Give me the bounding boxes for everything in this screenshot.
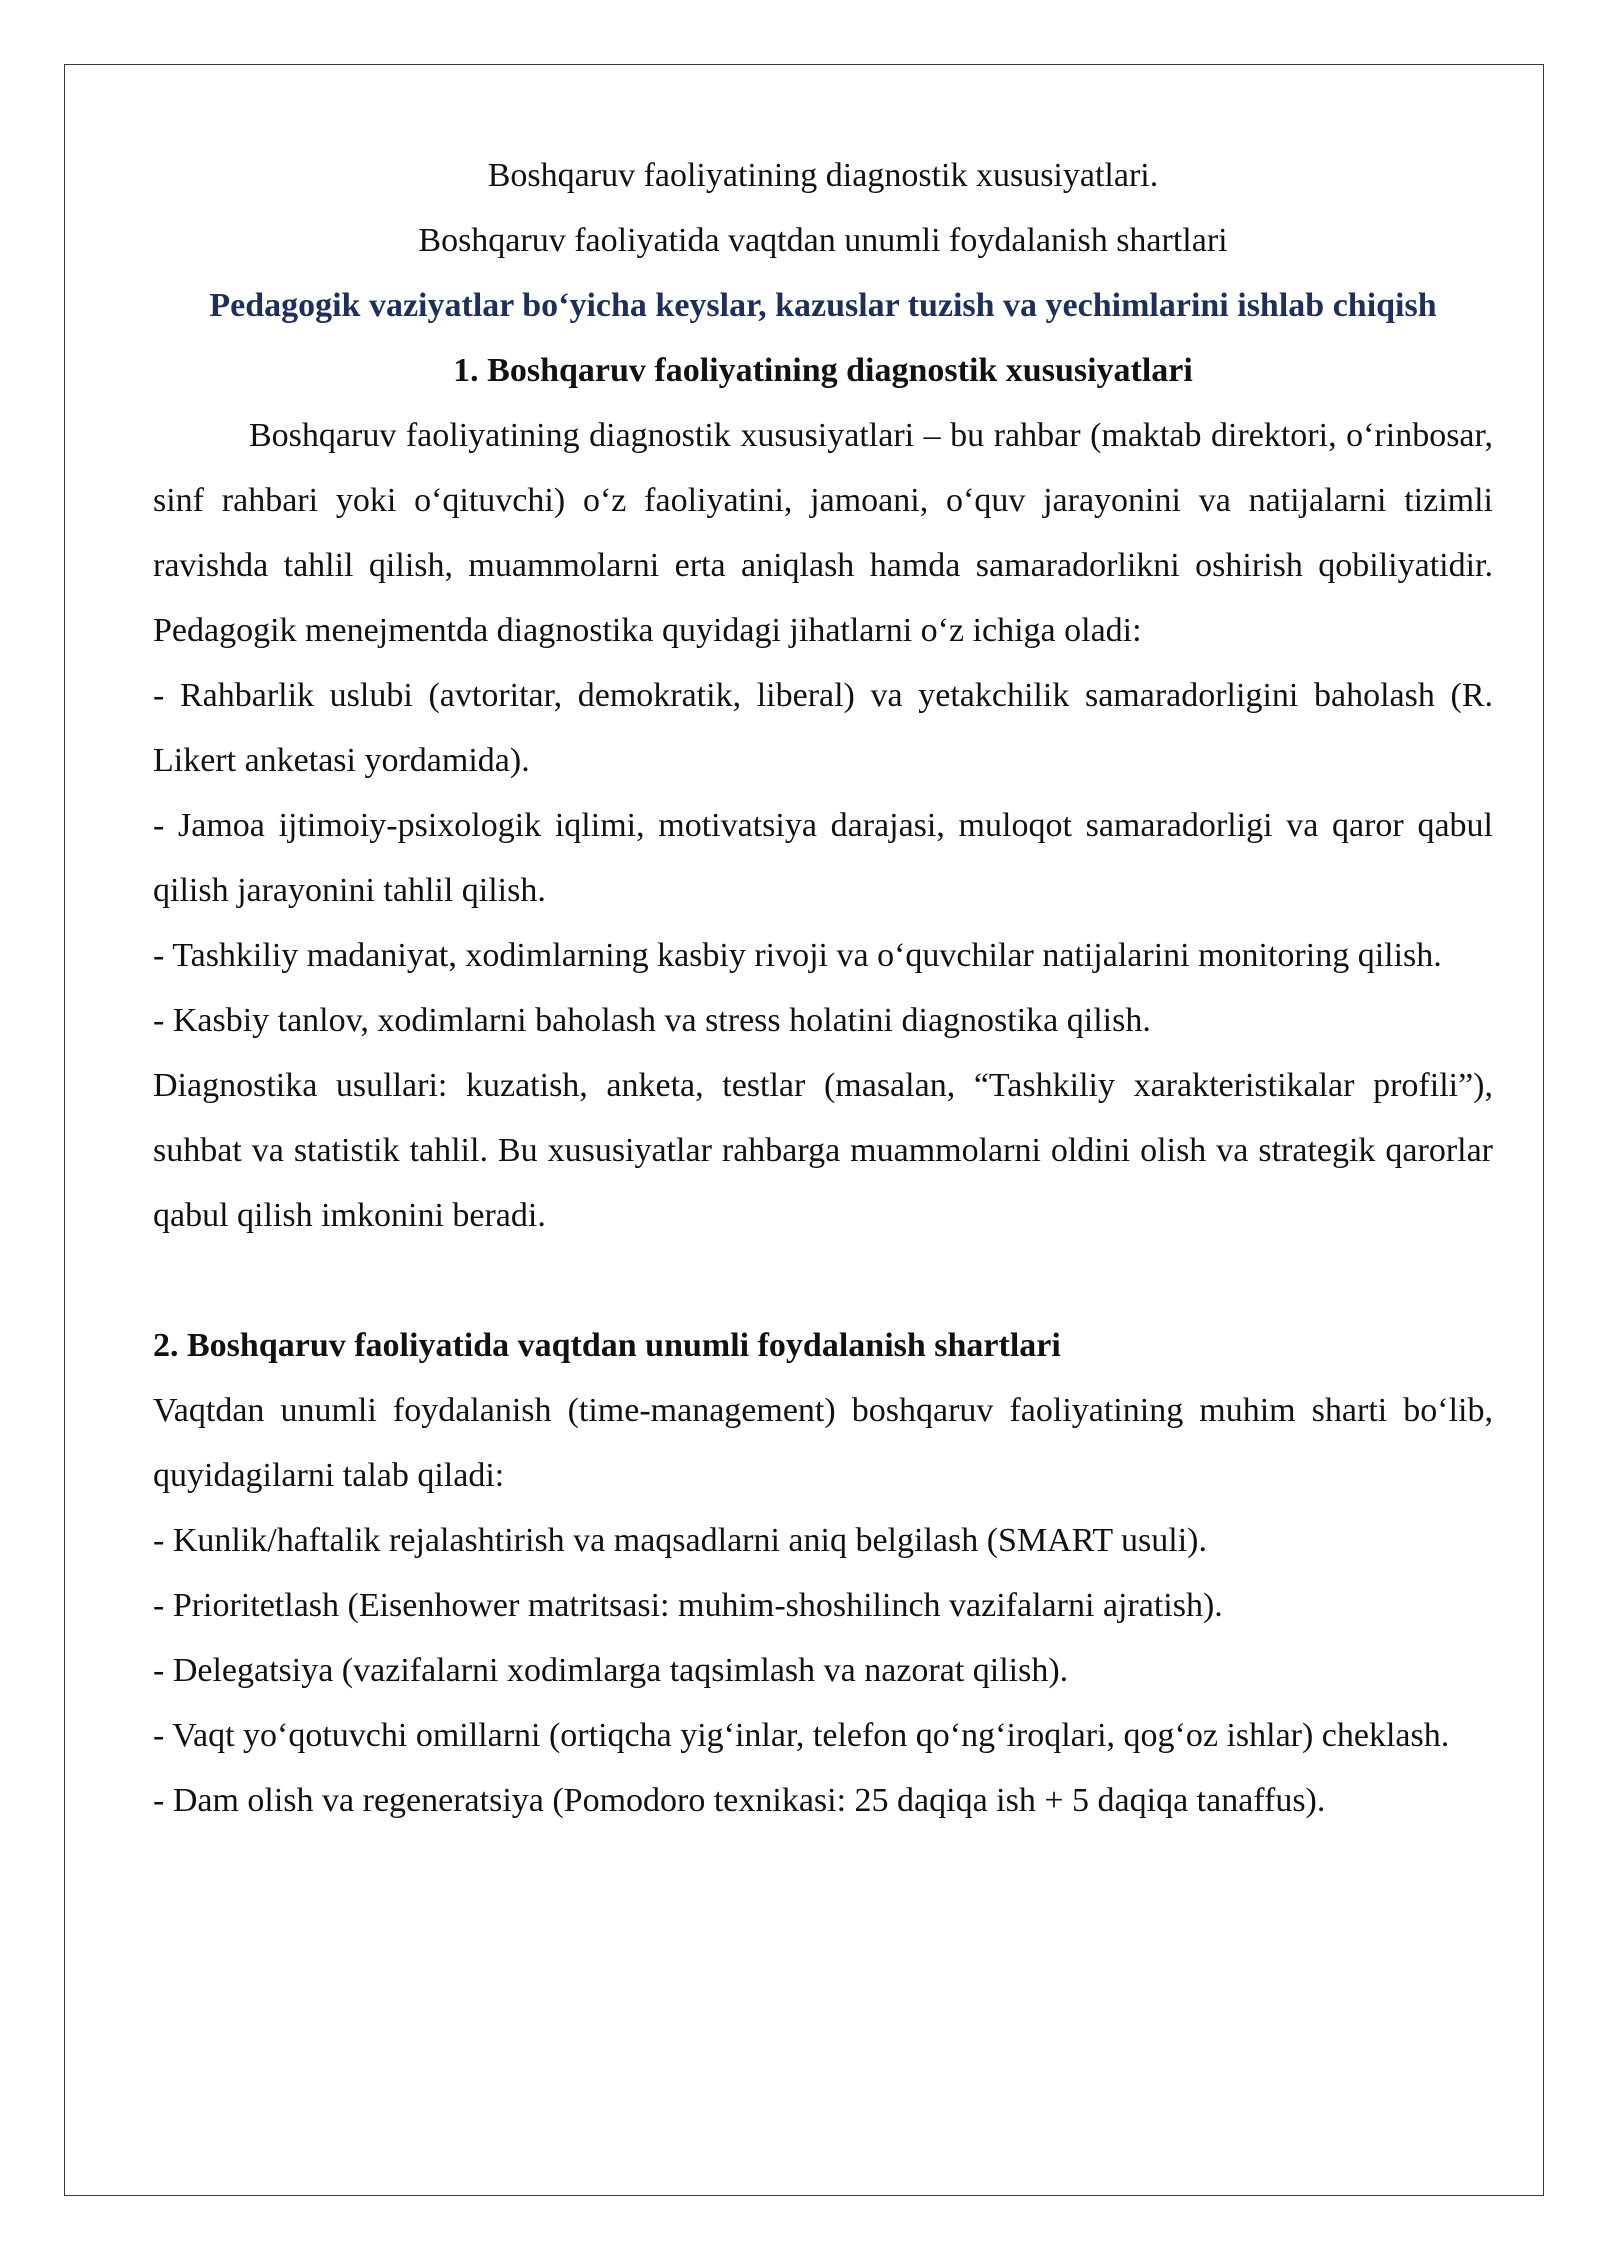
subtitle: Pedagogik vaziyatlar bo‘yicha keyslar, kazuslar tuzish va yechimlarini ishlab chiqish bbox=[209, 287, 1437, 324]
section-1-item-4: - Kasbiy tanlov, xodimlarni baholash va stress holatini diagnostika qilish. bbox=[153, 1002, 1151, 1039]
section-1-item-1: - Rahbarlik uslubi (avtoritar, demokratik, liberal) va yetakchilik samaradorligini baholash (R. Likert anketasi yordamida). bbox=[153, 677, 1493, 779]
section-1-item-3: - Tashkiliy madaniyat, xodimlarning kasbiy rivoji va o‘quvchilar natijalarini monitoring qilish. bbox=[153, 937, 1442, 974]
document-body bbox=[153, 143, 1493, 1833]
section-1-closing: Diagnostika usullari: kuzatish, anketa, testlar (masalan, “Tashkiliy xarakteristikalar profili”), suhbat va statistik tahlil. Bu xususiyatlar rahbarga muammolarni oldini olish va strategik qarorlar qabul qilish imkonini beradi. bbox=[153, 1067, 1493, 1234]
section-2-item-4: - Vaqt yo‘qotuvchi omillarni (ortiqcha yig‘inlar, telefon qo‘ng‘iroqlari, qog‘oz ishlar) cheklash. bbox=[153, 1717, 1450, 1754]
title-line-2: Boshqaruv faoliyatida vaqtdan unumli foydalanish shartlari bbox=[418, 222, 1228, 259]
section-1-intro: Boshqaruv faoliyatining diagnostik xususiyatlari – bu rahbar (maktab direktori, o‘rinbosar, sinf rahbari yoki o‘qituvchi) o‘z faoliyatini, jamoani, o‘quv jarayonini va natijalarni tizimli ravishda tahlil qilish, muammolarni erta aniqlash hamda samaradorlikni oshirish qobiliyatidir. Pedagogik menejmentda diagnostika quyidagi jihatlarni o‘z ichiga oladi: bbox=[153, 417, 1493, 649]
section-1-item-2: - Jamoa ijtimoiy-psixologik iqlimi, motivatsiya darajasi, muloqot samaradorligi va qaror qabul qilish jarayonini tahlil qilish. bbox=[153, 807, 1493, 909]
section-1-heading: 1. Boshqaruv faoliyatining diagnostik xususiyatlari bbox=[453, 352, 1193, 389]
section-2-heading: 2. Boshqaruv faoliyatida vaqtdan unumli foydalanish shartlari bbox=[153, 1327, 1061, 1364]
section-2-item-2: - Prioritetlash (Eisenhower matritsasi: muhim-shoshilinch vazifalarni ajratish). bbox=[153, 1587, 1223, 1624]
section-2-item-3: - Delegatsiya (vazifalarni xodimlarga taqsimlash va nazorat qilish). bbox=[153, 1652, 1069, 1689]
title-line-1: Boshqaruv faoliyatining diagnostik xususiyatlari. bbox=[487, 157, 1159, 194]
paragraph-gap bbox=[153, 1248, 1493, 1313]
section-2-item-1: - Kunlik/haftalik rejalashtirish va maqsadlarni aniq belgilash (SMART usuli). bbox=[153, 1522, 1207, 1559]
section-2-item-5: - Dam olish va regeneratsiya (Pomodoro texnikasi: 25 daqiqa ish + 5 daqiqa tanaffus). bbox=[153, 1782, 1326, 1819]
section-2-intro: Vaqtdan unumli foydalanish (time-management) boshqaruv faoliyatining muhim sharti bo‘lib, quyidagilarni talab qiladi: bbox=[153, 1392, 1493, 1494]
